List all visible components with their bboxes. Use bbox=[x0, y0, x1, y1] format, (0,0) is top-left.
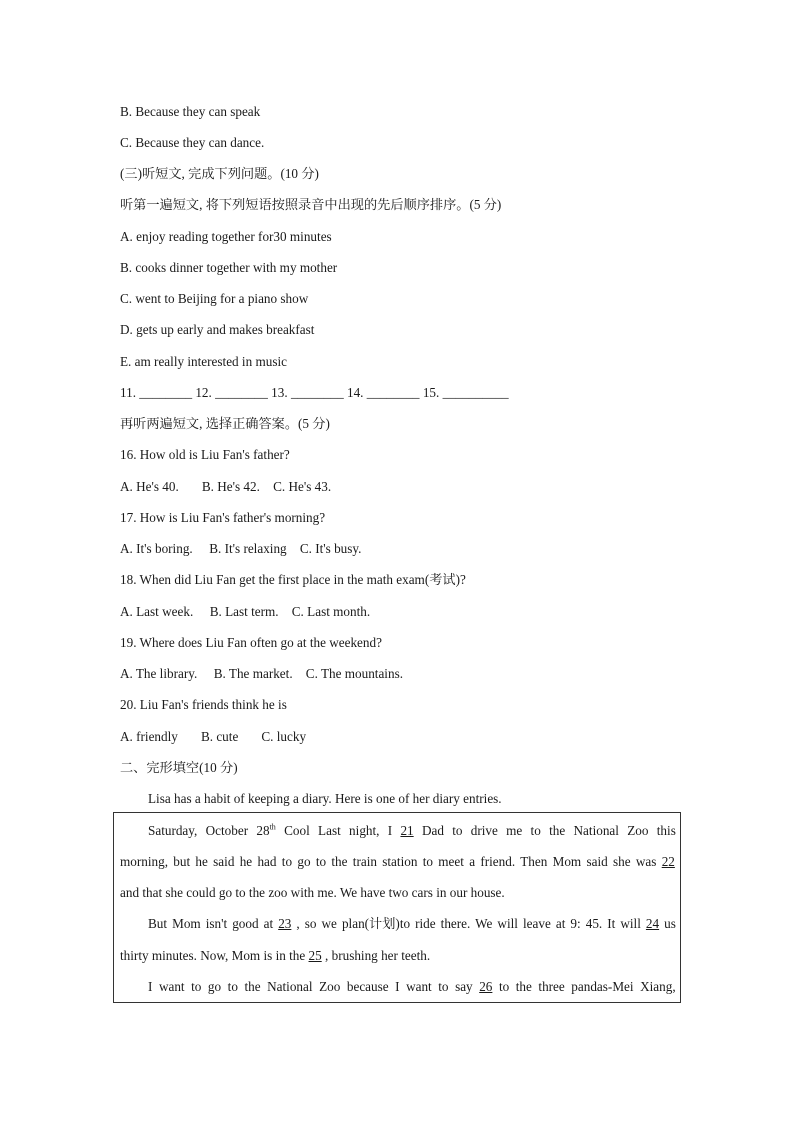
answer-blanks-11-15: 11. ________ 12. ________ 13. ________ 14. ________ 15. __________ bbox=[120, 385, 509, 400]
diary-line-3-text: and that she could go to the zoo with me. We have two cars in our house. bbox=[120, 885, 505, 900]
question-19: 19. Where does Liu Fan often go at the weekend? bbox=[120, 635, 382, 650]
phrase-a: A. enjoy reading together for30 minutes bbox=[120, 229, 332, 244]
diary-line-1-text: Saturday, October 28th Cool Last night, I 21 Dad to drive me to the National Zoo this bbox=[148, 822, 676, 838]
blank-22: 22 bbox=[661, 854, 675, 869]
options-20: A. friendly B. cute C. lucky bbox=[120, 729, 307, 744]
phrase-b: B. cooks dinner together with my mother bbox=[120, 260, 338, 275]
section-3-heading: (三)听短文, 完成下列问题。(10 分) bbox=[120, 166, 319, 181]
line-2: C. Because they can dance. bbox=[120, 135, 265, 150]
diary-line-5-text: thirty minutes. Now, Mom is in the 25 , brushing her teeth. bbox=[120, 948, 431, 963]
diary-box bbox=[113, 812, 681, 1003]
diary-line-1 bbox=[148, 823, 677, 839]
diary-line-6 bbox=[148, 979, 677, 995]
diary-line-6-text: I want to go to the National Zoo because I want to say 26 to the three pandas-Mei Xiang, bbox=[148, 979, 676, 994]
diary-line-2-text: morning, but he said he had to go to the train station to meet a friend. Then Mom said she was 22 bbox=[120, 854, 675, 869]
diary-line-4 bbox=[148, 916, 677, 932]
options-19: A. The library. B. The market. C. The mountains. bbox=[120, 666, 403, 681]
line-1: B. Because they can speak bbox=[120, 104, 261, 119]
question-20: 20. Liu Fan's friends think he is bbox=[120, 697, 287, 712]
diary-line-3 bbox=[120, 885, 677, 901]
options-16: A. He's 40. B. He's 42. C. He's 43. bbox=[120, 479, 332, 494]
options-17: A. It's boring. B. It's relaxing C. It's busy. bbox=[120, 541, 362, 556]
question-16: 16. How old is Liu Fan's father? bbox=[120, 447, 290, 462]
blank-24: 24 bbox=[645, 916, 660, 931]
phrase-c: C. went to Beijing for a piano show bbox=[120, 291, 309, 306]
blank-26: 26 bbox=[479, 979, 493, 994]
phrase-e: E. am really interested in music bbox=[120, 354, 287, 369]
diary-line-2 bbox=[120, 854, 677, 870]
blank-21: 21 bbox=[400, 823, 414, 838]
instruction-choose: 再听两遍短文, 选择正确答案。(5 分) bbox=[120, 416, 330, 431]
blank-25: 25 bbox=[308, 948, 322, 963]
instruction-order: 听第一遍短文, 将下列短语按照录音中出现的先后顺序排序。(5 分) bbox=[120, 197, 502, 212]
question-17: 17. How is Liu Fan's father's morning? bbox=[120, 510, 326, 525]
options-18: A. Last week. B. Last term. C. Last month. bbox=[120, 604, 371, 619]
question-18: 18. When did Liu Fan get the first place in the math exam(考试)? bbox=[120, 572, 466, 587]
section-cloze-heading: 二、完形填空(10 分) bbox=[120, 760, 238, 775]
cloze-intro: Lisa has a habit of keeping a diary. Here is one of her diary entries. bbox=[148, 791, 502, 806]
diary-line-4-text: But Mom isn't good at 23 , so we plan(计划)to ride there. We will leave at 9: 45. It will 24 us bbox=[148, 916, 676, 931]
diary-line-5 bbox=[120, 948, 677, 964]
phrase-d: D. gets up early and makes breakfast bbox=[120, 322, 315, 337]
blank-23: 23 bbox=[278, 916, 292, 931]
